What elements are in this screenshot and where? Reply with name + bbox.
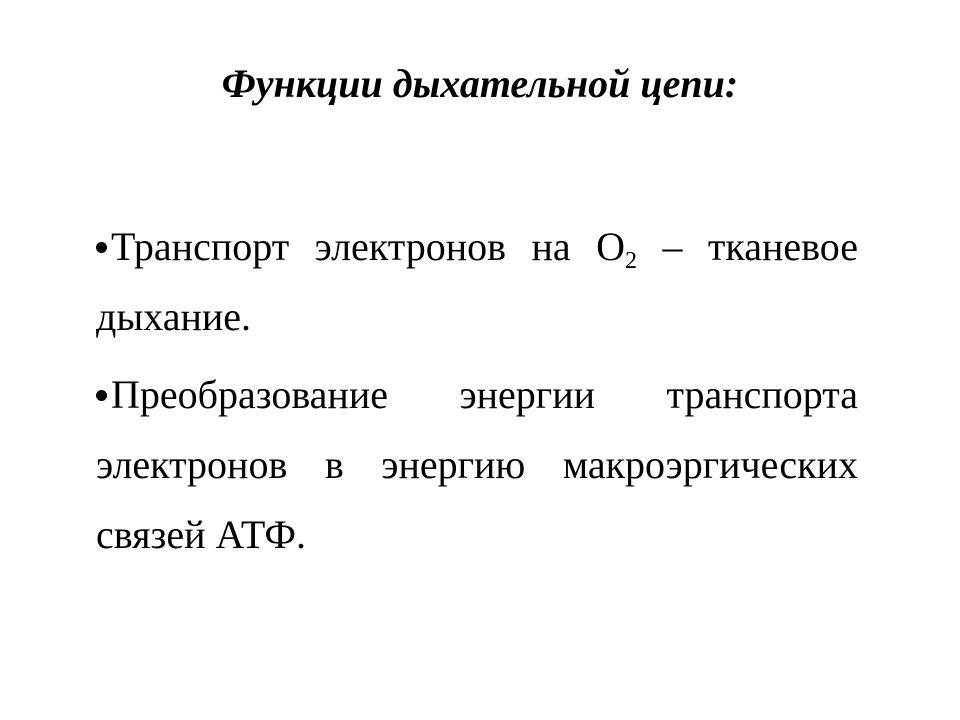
bullet-text-after: – тканевое дыхание.	[96, 224, 859, 339]
bullet-item-energy-conversion	[96, 360, 858, 570]
bullet-list	[96, 212, 858, 578]
bullet-dot-icon	[96, 390, 107, 401]
bullet-text-before: Транспорт электронов на O	[111, 224, 625, 269]
bullet-dot-icon	[96, 242, 107, 253]
oxygen-subscript: 2	[624, 248, 637, 274]
slide-title: Функции дыхательной цепи:	[221, 61, 739, 106]
bullet-item-electron-transport	[96, 212, 858, 352]
bullet-text: Преобразование энергии транспорта электронов в энергию макроэргических связей АТФ.	[96, 372, 858, 557]
